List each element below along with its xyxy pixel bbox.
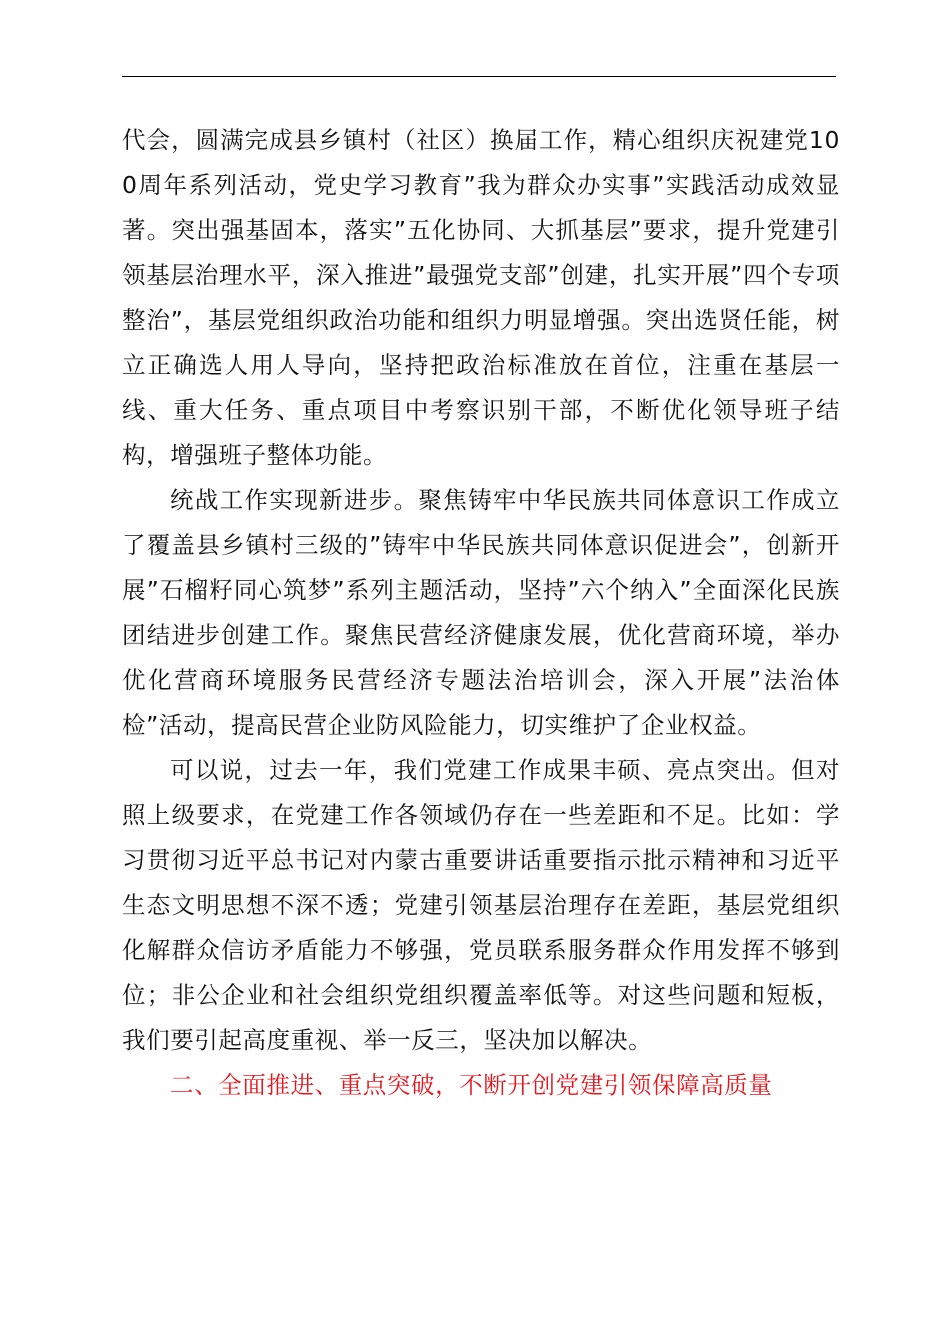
section-heading: 二、全面推进、重点突破，不断开创党建引领保障高质量 (170, 1071, 773, 1099)
paragraph-summary: 可以说，过去一年，我们党建工作成果丰硕、亮点突出。但对照上级要求，在党建工作各领域仍存在一些差距和不足。比如：学习贯彻习近平总书记对内蒙古重要讲话重要指示批示精神和习近平生态文明思想不深不透；党建引领基层治理存在差距，基层党组织化解群众信访矛盾能力不够强，党员联系服务群众作用发挥不够到位；非公企业和社会组织党组织覆盖率低等。对这些问题和短板，我们要引起高度重视、举一反三，坚决加以解决。 (122, 756, 840, 1054)
paragraph-continuation: 代会，圆满完成县乡镇村（社区）换届工作，精心组织庆祝建党100周年系列活动，党史学习教育”我为群众办实事”实践活动成效显著。突出强基固本，落实”五化协同、大抓基层”要求，提升党建引领基层治理水平，深入推进”最强党支部”创建，扎实开展”四个专项整治”，基层党组织政治功能和组织力明显增强。突出选贤任能，树立正确选人用人导向，坚持把政治标准放在首位，注重在基层一线、重大任务、重点项目中考察识别干部，不断优化领导班子结构，增强班子整体功能。 (122, 126, 840, 469)
header-rule (122, 76, 836, 77)
document-body (122, 118, 840, 1108)
paragraph-united-front: 统战工作实现新进步。聚焦铸牢中华民族共同体意识工作成立了覆盖县乡镇村三级的”铸牢中华民族共同体意识促进会”，创新开展”石榴籽同心筑梦”系列主题活动，坚持”六个纳入”全面深化民族团结进步创建工作。聚焦民营经济健康发展，优化营商环境，举办优化营商环境服务民营经济专题法治培训会，深入开展”法治体检”活动，提高民营企业防风险能力，切实维护了企业权益。 (122, 486, 840, 739)
